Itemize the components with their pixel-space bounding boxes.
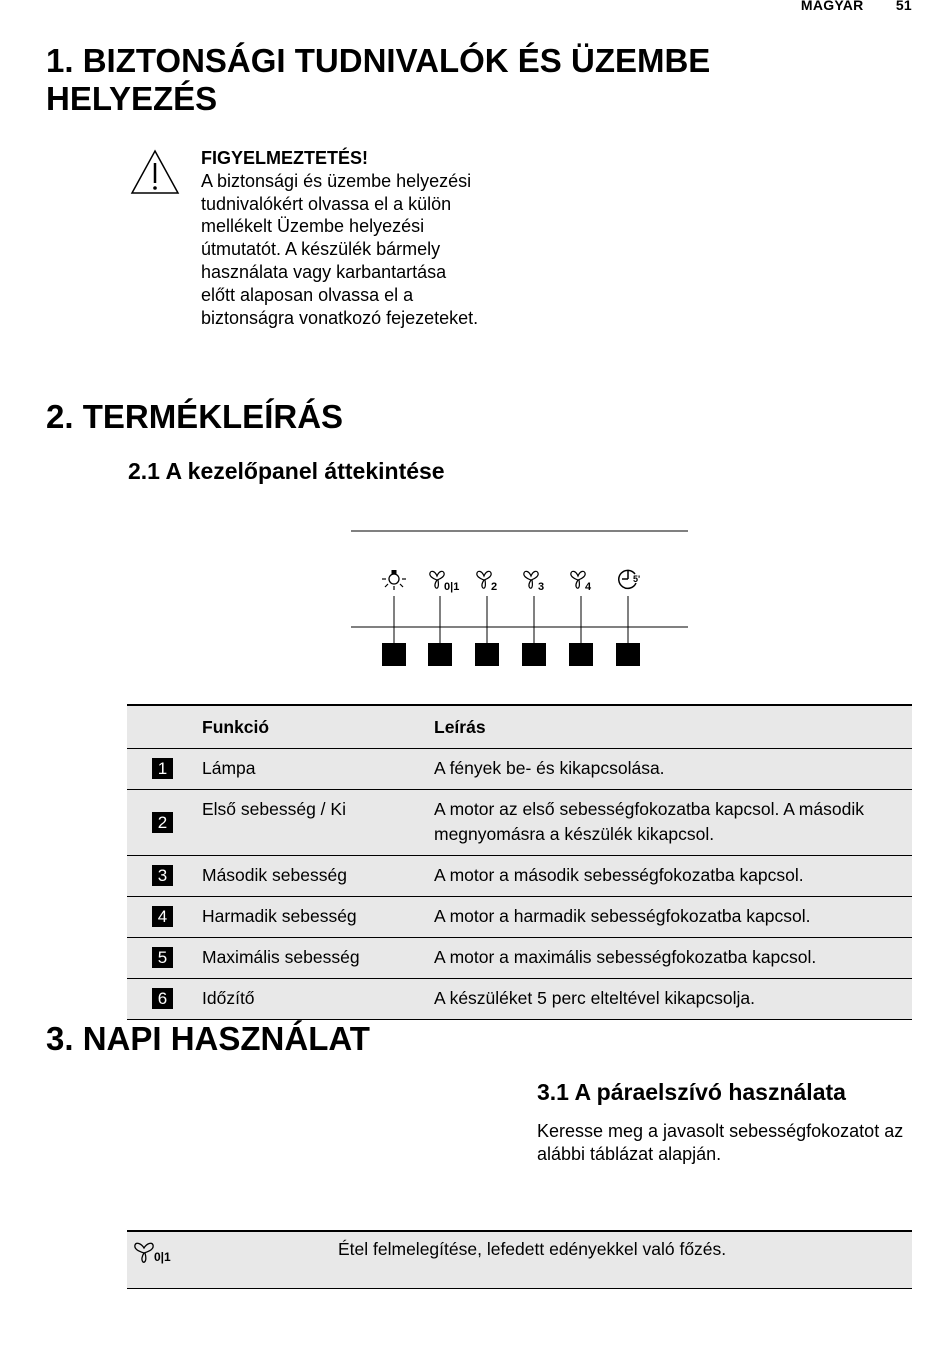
fan-icon — [524, 571, 544, 593]
warning-title: FIGYELMEZTETÉS! — [201, 148, 369, 168]
panel-button-5 — [569, 571, 593, 666]
control-panel-diagram — [350, 530, 690, 670]
fan-speed-label: 3 — [538, 581, 545, 593]
row-description: A készüléket 5 perc elteltével kikapcsolja. — [434, 979, 912, 1020]
panel-button-1 — [382, 570, 406, 666]
row-description: A fények be- és kikapcsolása. — [434, 749, 912, 790]
warning-triangle-icon — [130, 149, 180, 195]
table-row — [127, 749, 912, 790]
panel-button-3 — [475, 571, 499, 666]
panel-button-square — [616, 643, 640, 666]
table-row — [127, 979, 912, 1020]
row-function: Első sebesség / Ki — [202, 790, 434, 856]
page-number: 51 — [895, 0, 912, 13]
row-number-badge: 5 — [152, 947, 173, 968]
fan-icon — [477, 571, 497, 593]
speed-icon-label: 0|1 — [154, 1250, 171, 1264]
row-number-badge: 3 — [152, 865, 173, 886]
speed-icon — [133, 1241, 171, 1263]
panel-button-4 — [522, 571, 546, 666]
row-number-badge: 1 — [152, 758, 173, 779]
header-function: Funkció — [202, 705, 434, 749]
row-description: A motor a második sebességfokozatba kapcsol. — [434, 856, 912, 897]
panel-button-2 — [428, 571, 459, 666]
function-table — [127, 704, 912, 1020]
row-number-badge: 2 — [152, 812, 173, 833]
subsection-title-hood-use: 3.1 A páraelszívó használata — [537, 1079, 846, 1105]
header-language: MAGYAR — [800, 0, 864, 13]
speed-description: Étel felmelegítése, lefedett edényekkel való főzés. — [337, 1231, 912, 1289]
section-title-daily-use: 3. NAPI HASZNÁLAT — [46, 1020, 370, 1057]
hood-use-intro: Keresse meg a javasolt sebességfokozatot az alábbi táblázat alapján. — [537, 1121, 904, 1164]
table-row — [127, 856, 912, 897]
row-description: A motor az első sebességfokozatba kapcsol. A második megnyomásra a készülék kikapcsol. — [434, 790, 912, 856]
row-description: A motor a maximális sebességfokozatba kapcsol. — [434, 938, 912, 979]
panel-button-square — [522, 643, 546, 666]
speed-table — [127, 1230, 912, 1289]
fan-icon — [133, 1241, 155, 1263]
table-header-row — [127, 705, 912, 749]
panel-button-square — [428, 643, 452, 666]
fan-speed-label: 2 — [491, 581, 498, 593]
header-num — [127, 705, 202, 749]
running-header — [801, 0, 912, 13]
header-description: Leírás — [434, 705, 912, 749]
speed-row — [127, 1231, 912, 1289]
row-function: Időzítő — [202, 979, 434, 1020]
timer-icon — [619, 570, 640, 588]
row-function: Lámpa — [202, 749, 434, 790]
subsection-title-panel: 2.1 A kezelőpanel áttekintése — [128, 458, 445, 484]
panel-button-6 — [616, 570, 640, 666]
row-description: A motor a harmadik sebességfokozatba kapcsol. — [434, 897, 912, 938]
table-row — [127, 790, 912, 856]
fan-speed-label: 4 — [585, 581, 592, 593]
panel-button-square — [569, 643, 593, 666]
table-row — [127, 938, 912, 979]
fan-speed-label: 0|1 — [444, 581, 460, 593]
fan-icon — [430, 571, 460, 593]
lamp-icon — [382, 570, 406, 590]
fan-icon — [571, 571, 592, 593]
panel-button-square — [475, 643, 499, 666]
row-number-badge: 4 — [152, 906, 173, 927]
section-title-safety: 1. BIZTONSÁGI TUDNIVALÓK ÉS ÜZEMBE HELYEZÉS — [46, 42, 711, 117]
row-function: Második sebesség — [202, 856, 434, 897]
timer-label: 5' — [633, 574, 641, 584]
table-row — [127, 897, 912, 938]
row-function: Maximális sebesség — [202, 938, 434, 979]
warning-body: A biztonsági és üzembe helyezési tudnivalókért olvassa el a külön mellékelt Üzembe helyezési útmutatót. A készülék bármely használata vagy karbantartása előtt alaposan olvassa el a biztonságra vonatkozó fejezeteket. — [201, 170, 479, 328]
panel-button-square — [382, 643, 406, 666]
row-function: Harmadik sebesség — [202, 897, 434, 938]
row-number-badge: 6 — [152, 988, 173, 1009]
section-title-product: 2. TERMÉKLEÍRÁS — [46, 398, 344, 435]
